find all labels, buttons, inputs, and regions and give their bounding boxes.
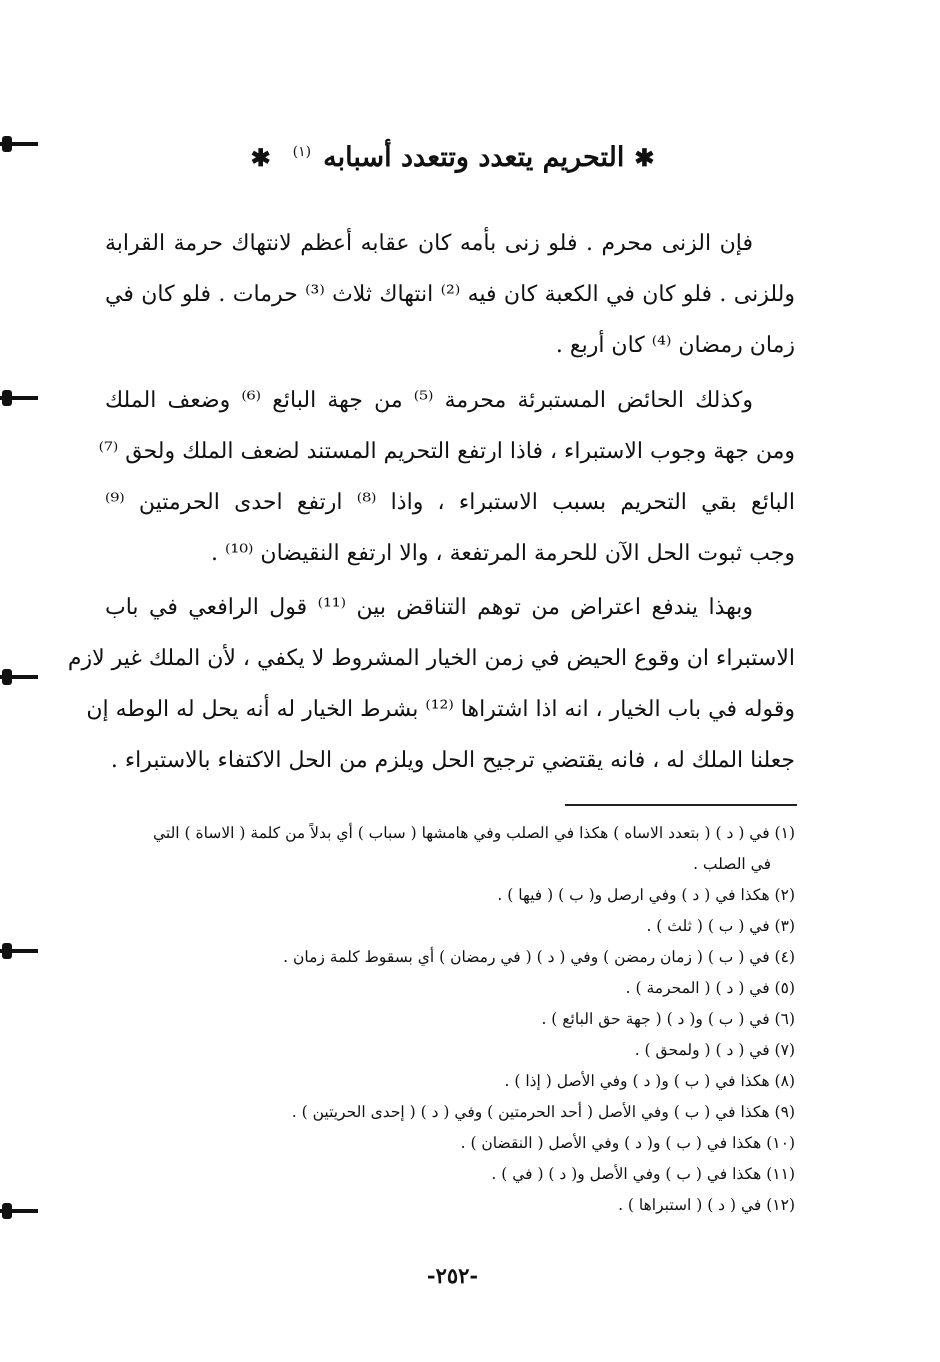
- text-line: زمان رمضان ⁽⁴⁾ كان أربع .: [555, 333, 795, 358]
- footnote: (٤) في ( ب ) ( زمان رمضن ) وفي ( د ) ( في رمضان ) أي بسقوط كلمة زمان .: [283, 948, 795, 966]
- text-line: البائع بقي التحريم بسبب الاستبراء ، واذا ⁽⁸⁾ ارتفع احدى الحرمتين ⁽⁹⁾: [105, 490, 795, 515]
- footnotes: [100, 818, 795, 1221]
- heading-text: التحريم يتعدد وتتعدد أسبابه: [323, 142, 625, 173]
- footnote: (٦) في ( ب ) و( د ) ( جهة حق البائع ) .: [541, 1010, 795, 1028]
- text-line: الاستبراء ان وقوع الحيض في زمن الخيار المشروط لا يكفي ، لأن الملك غير لازم: [67, 646, 795, 671]
- text-line: جعلنا الملك له ، فانه يقتضي ترجيح الحل ويلزم من الحل الاكتفاء بالاستبراء .: [110, 748, 795, 773]
- scan-mark: [0, 672, 38, 682]
- asterisk-icon: ✱: [634, 143, 655, 172]
- scan-mark: [0, 946, 38, 956]
- scan-mark: [0, 139, 38, 149]
- text-line: وقوله في باب الخيار ، انه اذا اشتراها ⁽¹²⁾ بشرط الخيار له أنه يحل له الوطه إن: [86, 697, 795, 722]
- footnote: (٩) هكذا في ( ب ) وفي الأصل ( أحد الحرمتين ) وفي ( د ) ( إحدى الحريتين ) .: [291, 1103, 795, 1121]
- footnote: (١٢) في ( د ) ( استبراها ) .: [618, 1196, 795, 1214]
- footnote-ref: (١): [292, 144, 312, 160]
- footnote: (٥) في ( د ) ( المحرمة ) .: [625, 979, 795, 997]
- text-line: وبهذا يندفع اعتراض من توهم التناقض بين ⁽¹¹⁾ قول الرافعي في باب: [105, 595, 753, 620]
- text-line: وللزنى . فلو كان في الكعبة كان فيه ⁽²⁾ انتهاك ثلاث ⁽³⁾ حرمات . فلو كان في: [105, 282, 795, 307]
- paragraph: [98, 375, 795, 579]
- footnote: (٨) هكذا في ( ب ) و( د ) وفي الأصل ( إذا ) .: [504, 1072, 795, 1090]
- text-line: وجب ثبوت الحل الآن للحرمة المرتفعة ، والا ارتفع النقيضان ⁽¹⁰⁾ .: [210, 541, 795, 566]
- section-heading: [110, 126, 795, 184]
- scan-mark: [0, 393, 38, 403]
- footnote: (١١) هكذا في ( ب ) وفي الأصل و( د ) ( في ) .: [491, 1165, 795, 1183]
- footnote: (١٠) هكذا في ( ب ) و( د ) وفي الأصل ( النقضان ) .: [460, 1134, 795, 1152]
- text-line: وكذلك الحائض المستبرئة محرمة ⁽⁵⁾ من جهة البائع ⁽⁶⁾ وضعف الملك: [105, 388, 753, 413]
- footnote: (٣) في ( ب ) ( ثلث ) .: [646, 917, 795, 935]
- footnote: (٢) هكذا في ( د ) وفي ارصل و( ب ) ( فيها ) .: [497, 886, 795, 904]
- footnote-divider: [565, 804, 797, 806]
- paragraph: [105, 218, 795, 371]
- page-number: -٢٥٢-: [426, 1263, 479, 1288]
- asterisk-icon: ✱: [250, 143, 271, 172]
- text-line: فإن الزنى محرم . فلو زنى بأمه كان عقابه أعظم لانتهاك حرمة القرابة: [105, 231, 753, 256]
- text-line: ومن جهة وجوب الاستبراء ، فاذا ارتفع التحريم المستند لضعف الملك ولحق ⁽⁷⁾: [98, 439, 795, 464]
- paragraph: [67, 582, 795, 786]
- footnote: (٧) في ( د ) ( ولمحق ) .: [634, 1041, 795, 1059]
- scan-mark: [0, 1206, 38, 1216]
- footnote: في الصلب .: [693, 855, 771, 873]
- footnote: (١) في ( د ) ( بتعدد الاساه ) هكذا في الصلب وفي هامشها ( سباب ) أي بدلاً من كلمة ( الاساة ) التي: [152, 824, 795, 842]
